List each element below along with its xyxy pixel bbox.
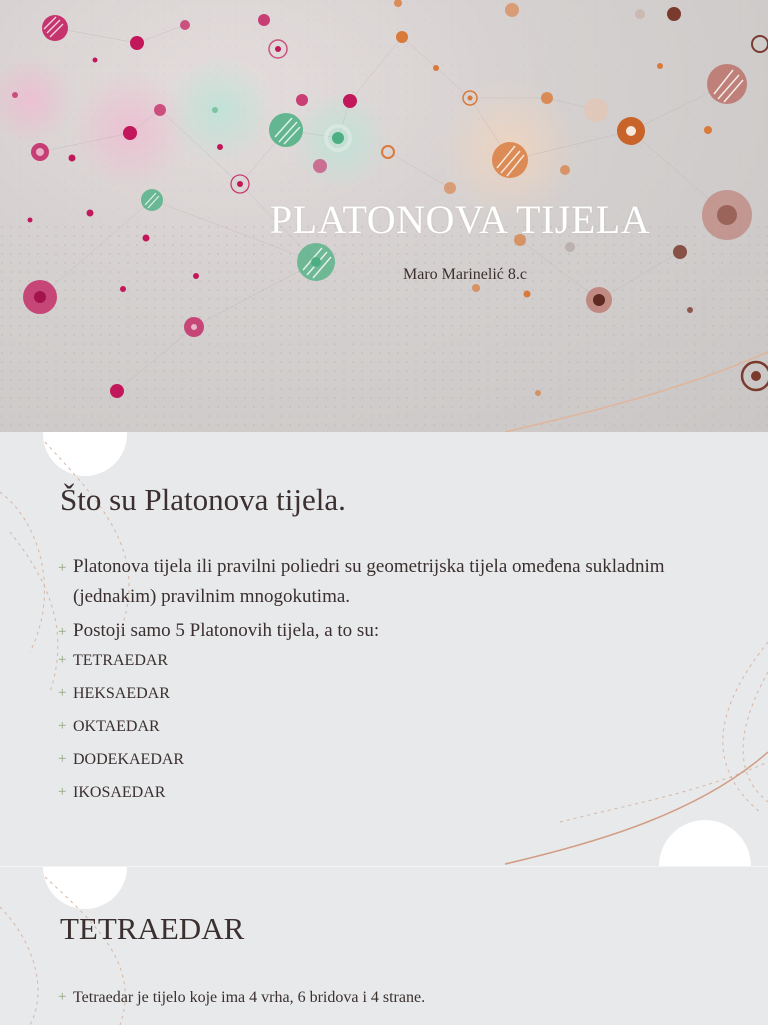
plus-icon: + — [58, 685, 67, 701]
plus-icon: + — [58, 624, 67, 640]
list-item: + Platonova tijela ili pravilni poliedri su geometrijska tijela omeđena sukladnim (jednakim) pravilnim mnogokutima. — [58, 552, 718, 612]
list-item: + Postoji samo 5 Platonovih tijela, a to su: — [58, 616, 718, 646]
intro-slide — [0, 432, 768, 866]
plus-icon: + — [58, 989, 67, 1005]
list-item: + IKOSAEDAR — [58, 782, 718, 804]
tetraedar-slide — [0, 866, 768, 1025]
plus-icon: + — [58, 652, 67, 668]
plus-icon: + — [58, 560, 67, 576]
plus-icon: + — [58, 751, 67, 767]
presentation-title: PLATONOVA TIJELA — [269, 197, 651, 242]
presentation-subtitle: Maro Marinelić 8.c — [403, 266, 527, 283]
plus-icon: + — [58, 718, 67, 734]
bullet-list — [58, 552, 718, 815]
plus-icon: + — [58, 784, 67, 800]
slide-heading: Što su Platonova tijela. — [60, 482, 346, 517]
slide-heading: TETRAEDAR — [60, 911, 245, 946]
list-item: + DODEKAEDAR — [58, 749, 718, 771]
list-item: + HEKSAEDAR — [58, 683, 718, 705]
title-slide — [0, 0, 768, 432]
list-item: + Tetraedar je tijelo koje ima 4 vrha, 6 bridova i 4 strane. — [58, 987, 718, 1009]
list-item: + TETRAEDAR — [58, 650, 718, 672]
list-item: + OKTAEDAR — [58, 716, 718, 738]
bullet-list — [58, 987, 718, 1020]
